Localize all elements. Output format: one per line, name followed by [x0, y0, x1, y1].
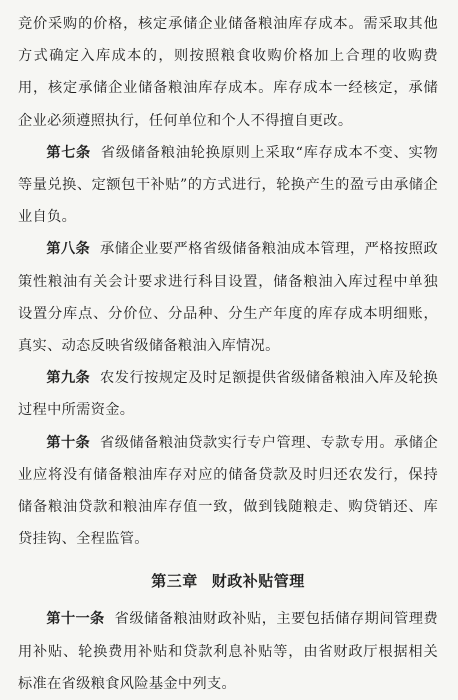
article-9 [18, 362, 438, 426]
article-label: 第十一条 [46, 611, 105, 628]
article-7 [18, 137, 438, 234]
article-text: 承储企业要严格省级储备粮油成本管理，严格按照政策性粮油有关会计要求进行科目设置，储备粮油入库过程中单独设置分库点、分价位、分品种、分生产年度的库存成本明细账，真实、动态反映省级储备粮油入库情况。 [18, 241, 438, 355]
article-label: 第七条 [46, 144, 91, 161]
article-8 [18, 233, 438, 362]
article-text: 农发行按规定及时足额提供省级储备粮油入库及轮换过程中所需资金。 [18, 370, 438, 419]
chapter-title: 财政补贴管理 [211, 572, 305, 591]
intro-paragraph: 竞价采购的价格，核定承储企业储备粮油库存成本。需采取其他方式确定入库成本的，则按照粮食收购价格加上合理的收购费用，核定承储企业储备粮油库存成本。库存成本一经核定，承储企业必须遵照执行，任何单位和个人不得擅自更改。 [18, 16, 438, 129]
article-label: 第九条 [46, 370, 91, 387]
article-10 [18, 427, 438, 556]
chapter-heading [18, 570, 438, 592]
article-11 [18, 603, 438, 700]
article-text: 省级储备粮油财政补贴，主要包括储存期间管理费用补贴、轮换费用补贴和贷款利息补贴等，由省财政厅根据相关标准在省级粮食风险基金中列支。 [18, 611, 438, 692]
article-label: 第八条 [46, 241, 91, 258]
article-text: 省级储备粮油贷款实行专户管理、专款专用。承储企业应将没有储备粮油库存对应的储备贷款及时归还农发行，保持储备粮油贷款和粮油库存值一致，做到钱随粮走、购贷销还、库贷挂钩、全程监管。 [18, 434, 438, 548]
chapter-number: 第三章 [151, 572, 198, 591]
article-text: 省级储备粮油轮换原则上采取“库存成本不变、实物等量兑换、定额包干补贴”的方式进行，轮换产生的盈亏由承储企业自负。 [18, 144, 438, 226]
article-label: 第十条 [46, 434, 91, 451]
